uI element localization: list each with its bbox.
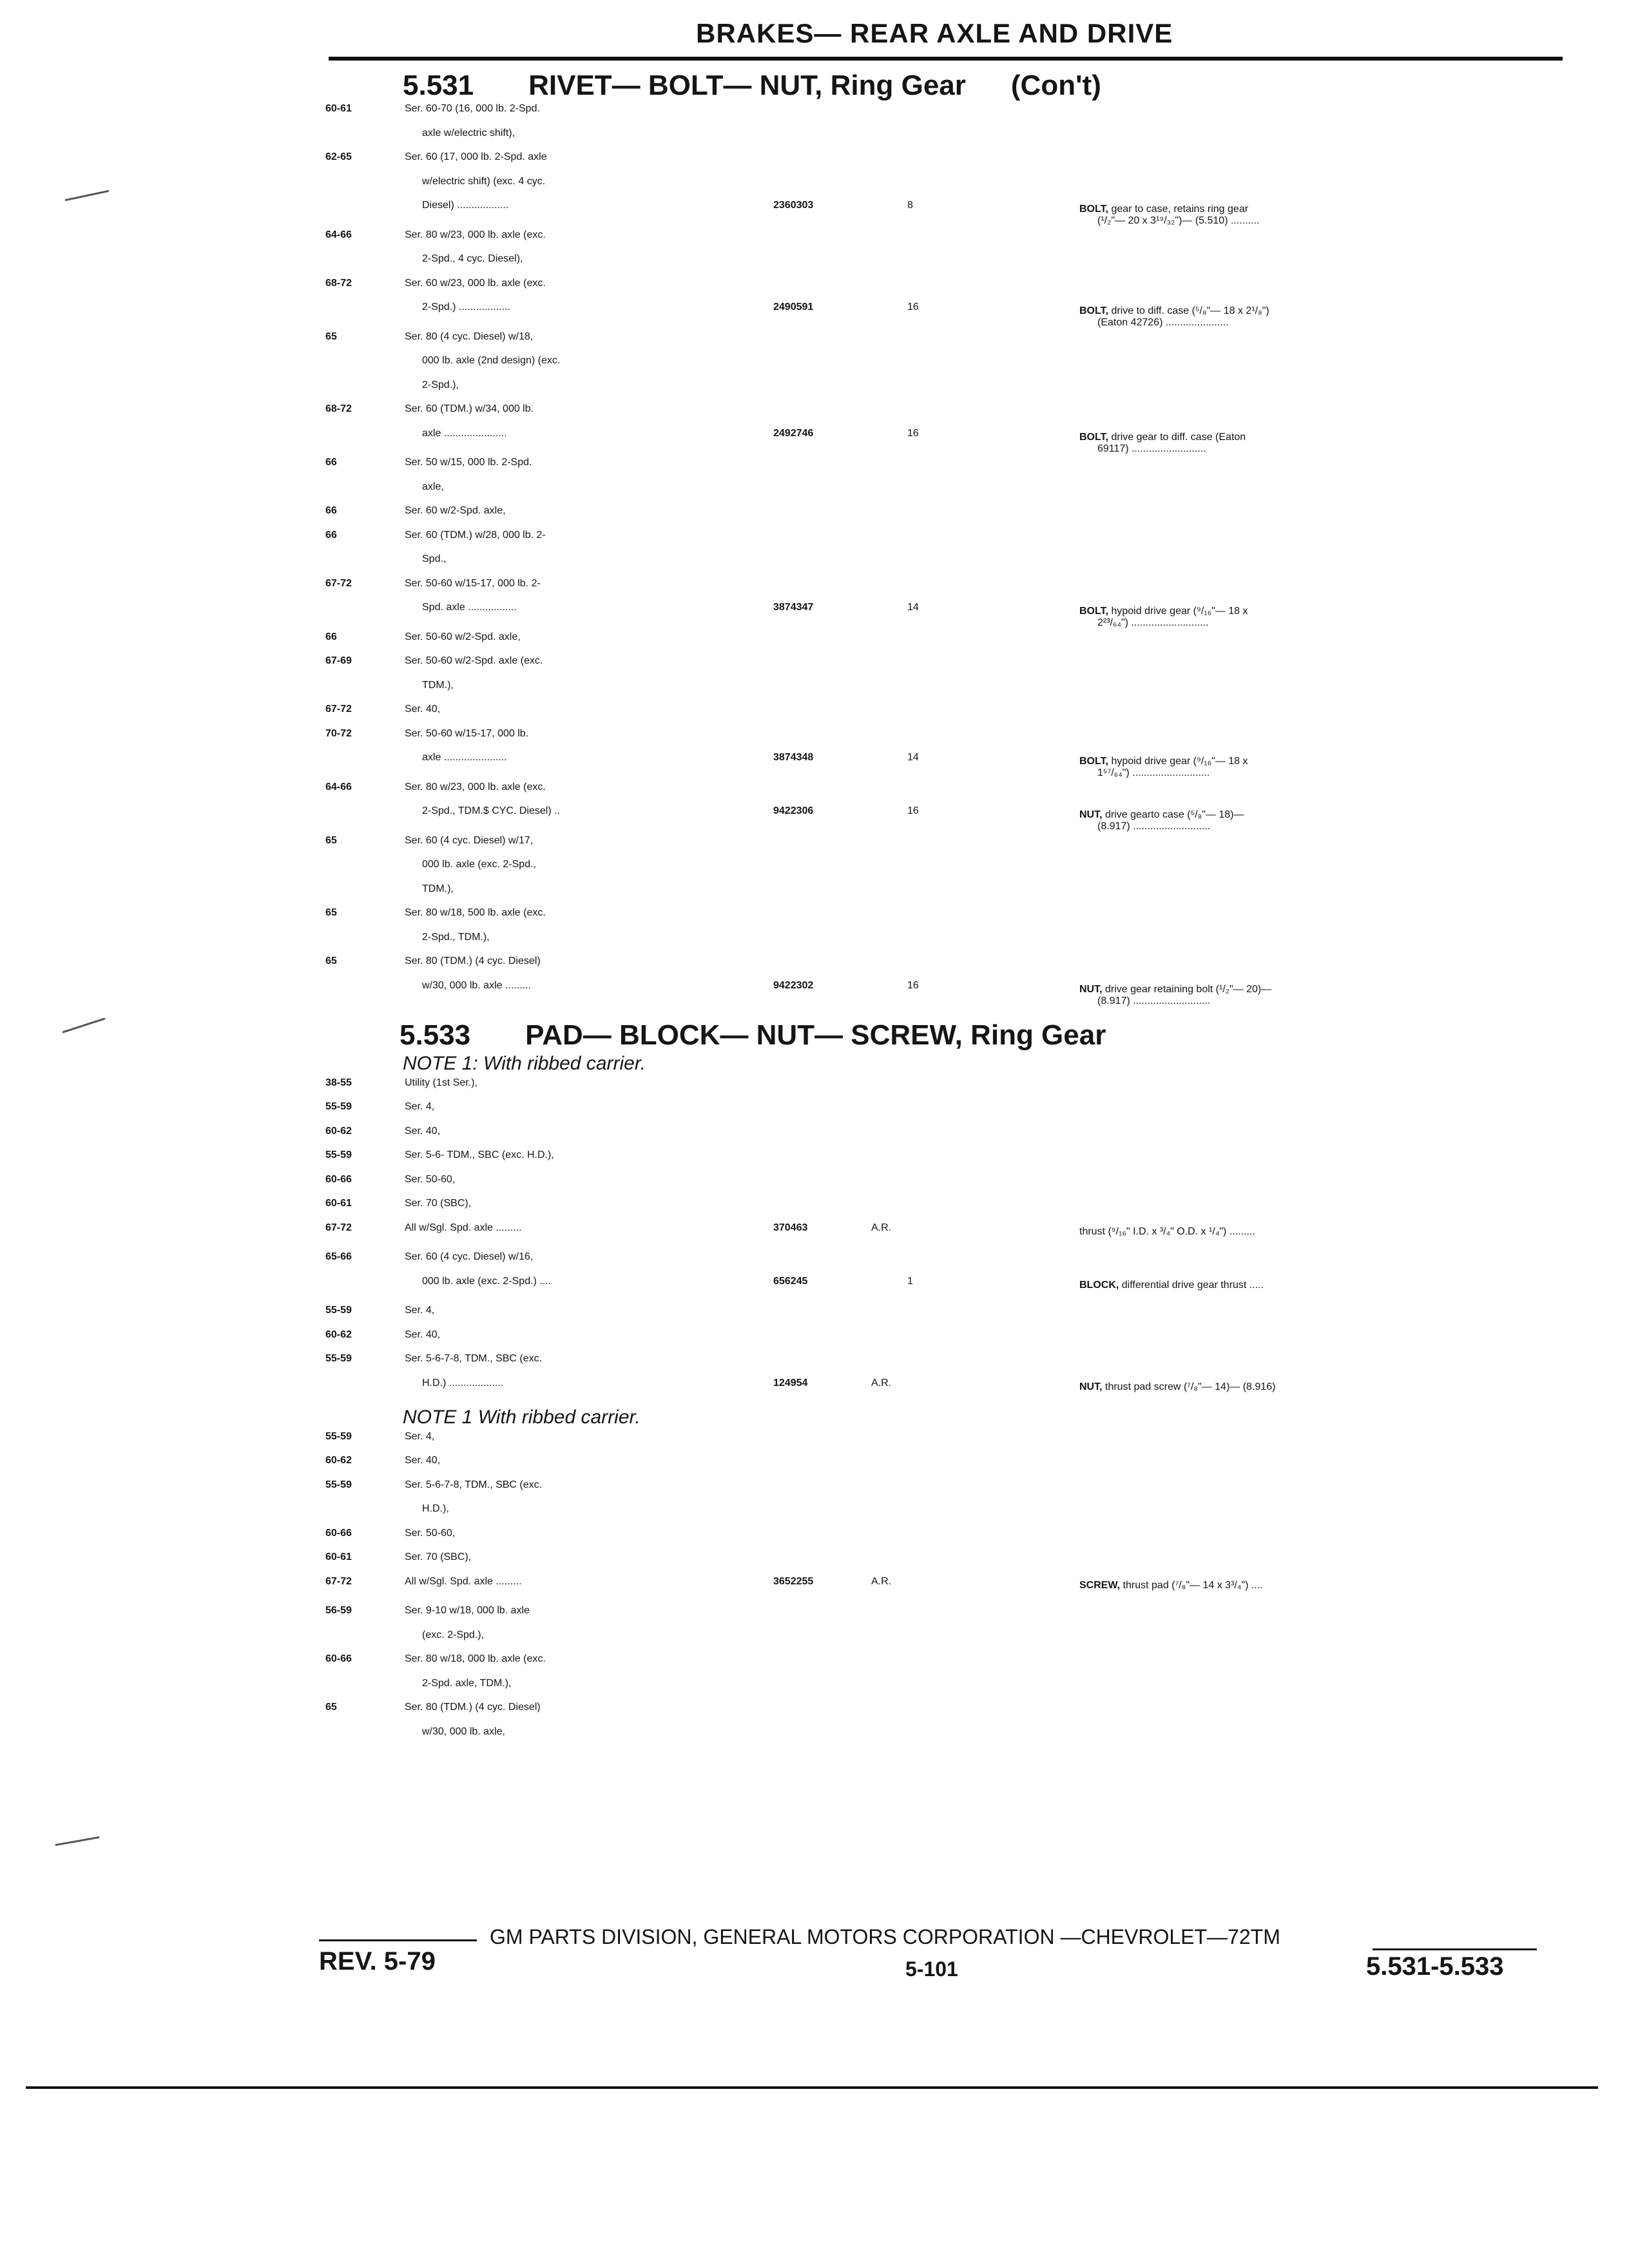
- application-text: Ser. 50-60,: [405, 1173, 456, 1185]
- application-text: Ser. 80 w/23, 000 lb. axle (exc.: [405, 229, 546, 240]
- model-years: 67-72: [325, 577, 352, 589]
- footer-page-number: 5-101: [905, 1957, 958, 1981]
- model-years: 70-72: [325, 727, 352, 739]
- application-text: Ser. 70 (SBC),: [405, 1198, 472, 1209]
- model-years: 66: [325, 529, 337, 541]
- quantity: 14: [907, 752, 919, 763]
- application-text: Ser. 80 w/18, 000 lb. axle (exc.: [405, 1653, 546, 1664]
- part-name: BOLT,: [1079, 305, 1109, 316]
- model-years: 67-72: [325, 1575, 352, 1587]
- model-years: 60-66: [325, 1527, 352, 1539]
- quantity: 1: [907, 1275, 913, 1287]
- model-years: 60-66: [325, 1653, 352, 1664]
- application-text: Ser. 60 w/2-Spd. axle,: [405, 505, 506, 516]
- part-detail: drive gear retaining bolt (¹/₂"— 20)—: [1102, 983, 1272, 995]
- part-detail: differential drive gear thrust .....: [1119, 1279, 1264, 1291]
- application-text: Ser. 40,: [405, 704, 441, 715]
- part-number: 2490591: [773, 302, 814, 312]
- model-years: 55-59: [325, 1305, 352, 1316]
- quantity: 16: [907, 427, 919, 439]
- catalog-note: NOTE 1 With ribbed carrier.: [403, 1407, 641, 1428]
- application-text: Ser. 50-60 w/15-17, 000 lb.: [405, 727, 529, 739]
- part-description: [1079, 305, 1543, 329]
- application-text: Ser. 50 w/15, 000 lb. 2-Spd.: [405, 457, 532, 468]
- part-description: [1079, 756, 1543, 779]
- part-detail: drive gearto case (⁵/₈"— 18)—: [1102, 809, 1244, 820]
- application-text: w/30, 000 lb. axle .........: [422, 979, 531, 991]
- application-text: Ser. 60 (17, 000 lb. 2-Spd. axle: [405, 151, 547, 162]
- part-number: 2492746: [773, 427, 814, 439]
- part-detail: drive gear to diff. case (Eaton: [1108, 431, 1246, 443]
- part-name: NUT,: [1079, 1381, 1103, 1392]
- application-text: 000 lb. axle (2nd design) (exc.: [422, 355, 561, 366]
- application-text: Ser. 5-6-7-8, TDM., SBC (exc.: [405, 1353, 543, 1364]
- section-title: [403, 70, 1101, 102]
- model-years: 65-66: [325, 1251, 352, 1262]
- application-text: w/electric shift) (exc. 4 cyc.: [422, 175, 546, 187]
- model-years: 65: [325, 834, 337, 846]
- application-text: 2-Spd. axle, TDM.),: [422, 1677, 512, 1689]
- application-text: Ser. 50-60,: [405, 1527, 456, 1539]
- part-detail: drive to diff. case (⁵/₈"— 18 x 2¹/₈"): [1108, 305, 1269, 316]
- application-text: Ser. 50-60 w/15-17, 000 lb. 2-: [405, 577, 541, 589]
- footer-section-range: 5.531-5.533: [1366, 1952, 1504, 1981]
- footer-rule-left: [319, 1939, 477, 1941]
- margin-mark: [64, 190, 109, 201]
- quantity: 14: [907, 602, 919, 613]
- application-text: Ser. 5-6- TDM., SBC (exc. H.D.),: [405, 1149, 554, 1160]
- application-text: Spd. axle .................: [422, 602, 517, 613]
- application-text: Ser. 50-60 w/2-Spd. axle (exc.: [405, 655, 543, 666]
- model-years: 62-65: [325, 151, 352, 162]
- application-text: Ser. 4,: [405, 1430, 435, 1442]
- part-name: NUT,: [1079, 809, 1103, 820]
- part-number: 3874348: [773, 752, 814, 763]
- part-description: [1079, 984, 1543, 1007]
- model-years: 67-72: [325, 1222, 352, 1233]
- model-years: 60-61: [325, 1552, 352, 1562]
- application-text: Ser. 4,: [405, 1305, 435, 1316]
- application-text: Ser. 80 w/23, 000 lb. axle (exc.: [405, 781, 546, 793]
- part-description: [1079, 432, 1543, 455]
- application-text: TDM.),: [422, 679, 454, 691]
- part-detail-continued: (Eaton 42726) ......................: [1097, 317, 1229, 328]
- application-text: 2-Spd.) ..................: [422, 302, 510, 312]
- model-years: 65: [325, 956, 337, 966]
- application-text: Ser. 4,: [405, 1101, 435, 1112]
- application-text: 2-Spd., TDM.$ CYC. Diesel) ..: [422, 805, 560, 816]
- model-years: 66: [325, 631, 337, 642]
- application-text: Ser. 70 (SBC),: [405, 1552, 472, 1562]
- model-years: 60-62: [325, 1329, 352, 1340]
- application-text: Diesel) ..................: [422, 200, 509, 211]
- quantity: A.R.: [871, 1377, 892, 1389]
- part-description: [1079, 204, 1543, 227]
- model-years: 55-59: [325, 1430, 352, 1442]
- header-rule: [329, 57, 1563, 61]
- part-detail: thrust (⁹/₁₆" I.D. x ³/₄" O.D. x ¹/₄") .........: [1079, 1225, 1255, 1237]
- part-number: 370463: [773, 1222, 808, 1233]
- model-years: 60-62: [325, 1455, 352, 1466]
- part-number: 2360303: [773, 200, 814, 211]
- part-detail-continued: (8.917) ...........................: [1097, 995, 1211, 1006]
- part-number: 656245: [773, 1275, 808, 1287]
- model-years: 65: [325, 907, 337, 918]
- application-text: (exc. 2-Spd.),: [422, 1629, 485, 1640]
- section-number: 5.533: [400, 1019, 471, 1051]
- part-description: [1079, 606, 1543, 629]
- part-detail-continued: (¹/₂"— 20 x 3¹⁹/₃₂")— (5.510) ..........: [1097, 215, 1260, 226]
- model-years: 60-61: [325, 103, 352, 114]
- application-text: 2-Spd.),: [422, 379, 459, 390]
- part-description: [1079, 1226, 1543, 1238]
- part-name: BOLT,: [1079, 756, 1109, 767]
- application-text: axle w/electric shift),: [422, 127, 516, 139]
- model-years: 66: [325, 457, 337, 468]
- part-detail-continued: 69117) ..........................: [1097, 443, 1206, 454]
- footer-revision: REV. 5-79: [319, 1947, 436, 1975]
- model-years: 60-61: [325, 1198, 352, 1209]
- footer-publisher: GM PARTS DIVISION, GENERAL MOTORS CORPORATION —CHEVROLET—72TM: [490, 1925, 1280, 1948]
- quantity: 8: [907, 200, 913, 211]
- application-text: Ser. 60 (4 cyc. Diesel) w/16,: [405, 1251, 534, 1262]
- application-text: Ser. 9-10 w/18, 000 lb. axle: [405, 1605, 530, 1616]
- application-text: Ser. 80 (TDM.) (4 cyc. Diesel): [405, 1702, 541, 1713]
- section-continued: (Con't): [1010, 70, 1101, 101]
- section-name: RIVET— BOLT— NUT, Ring Gear: [528, 70, 966, 101]
- part-detail: thrust pad (⁷/₈"— 14 x 3³/₄") ....: [1120, 1579, 1263, 1591]
- section-title: [400, 1019, 1106, 1052]
- part-name: BOLT,: [1079, 204, 1109, 215]
- application-text: axle ......................: [422, 752, 507, 763]
- model-years: 67-69: [325, 655, 352, 666]
- quantity: A.R.: [871, 1575, 892, 1587]
- model-years: 56-59: [325, 1605, 352, 1616]
- page-header-title: BRAKES— REAR AXLE AND DRIVE: [696, 18, 1173, 48]
- model-years: 60-62: [325, 1125, 352, 1137]
- part-description: [1079, 1280, 1543, 1291]
- application-text: Ser. 80 w/18, 500 lb. axle (exc.: [405, 907, 546, 918]
- application-text: Ser. 80 (TDM.) (4 cyc. Diesel): [405, 956, 541, 966]
- application-text: All w/Sgl. Spd. axle .........: [405, 1575, 522, 1587]
- application-text: Utility (1st Ser.),: [405, 1077, 477, 1088]
- quantity: 16: [907, 805, 919, 816]
- model-years: 66: [325, 505, 337, 516]
- application-text: Ser. 40,: [405, 1125, 441, 1137]
- application-text: Ser. 40,: [405, 1329, 441, 1340]
- application-text: w/30, 000 lb. axle,: [422, 1725, 505, 1737]
- part-name: SCREW,: [1079, 1579, 1121, 1591]
- model-years: 55-59: [325, 1479, 352, 1490]
- application-text: 000 lb. axle (exc. 2-Spd.) ....: [422, 1275, 552, 1287]
- application-text: 2-Spd., 4 cyc. Diesel),: [422, 253, 523, 264]
- application-text: axle,: [422, 481, 444, 492]
- model-years: 65: [325, 1702, 337, 1713]
- model-years: 64-66: [325, 229, 352, 240]
- margin-mark: [62, 1017, 106, 1033]
- application-text: Spd.,: [422, 553, 447, 564]
- model-years: 55-59: [325, 1353, 352, 1364]
- part-number: 124954: [773, 1377, 808, 1389]
- part-detail: gear to case, retains ring gear: [1108, 204, 1249, 215]
- model-years: 67-72: [325, 704, 352, 715]
- part-name: BOLT,: [1079, 606, 1109, 617]
- part-detail-continued: 2²³/₆₄") ...........................: [1097, 617, 1209, 628]
- part-number: 9422302: [773, 979, 814, 991]
- application-text: axle ......................: [422, 427, 507, 439]
- application-text: H.D.),: [422, 1503, 449, 1514]
- application-text: Ser. 60 w/23, 000 lb. axle (exc.: [405, 277, 546, 289]
- application-text: Ser. 60 (TDM.) w/28, 000 lb. 2-: [405, 529, 546, 541]
- application-text: All w/Sgl. Spd. axle .........: [405, 1222, 522, 1233]
- part-number: 3652255: [773, 1575, 814, 1587]
- section-name: PAD— BLOCK— NUT— SCREW, Ring Gear: [525, 1019, 1106, 1051]
- model-years: 60-66: [325, 1173, 352, 1185]
- application-text: Ser. 60 (4 cyc. Diesel) w/17,: [405, 834, 534, 846]
- application-text: Ser. 5-6-7-8, TDM., SBC (exc.: [405, 1479, 543, 1490]
- application-text: Ser. 50-60 w/2-Spd. axle,: [405, 631, 521, 642]
- part-name: BLOCK,: [1079, 1279, 1119, 1291]
- bottom-edge-rule: [26, 2086, 1598, 2089]
- part-description: [1079, 1580, 1543, 1591]
- part-name: NUT,: [1079, 983, 1103, 995]
- model-years: 55-59: [325, 1101, 352, 1112]
- catalog-note: NOTE 1: With ribbed carrier.: [403, 1053, 646, 1074]
- model-years: 64-66: [325, 781, 352, 793]
- part-number: 9422306: [773, 805, 814, 816]
- quantity: A.R.: [871, 1222, 892, 1233]
- part-description: [1079, 809, 1543, 832]
- quantity: 16: [907, 979, 919, 991]
- part-detail-continued: 1⁵⁷/₆₄") ...........................: [1097, 767, 1210, 778]
- application-text: 000 lb. axle (exc. 2-Spd.,: [422, 859, 536, 870]
- model-years: 68-72: [325, 403, 352, 414]
- section-number: 5.531: [403, 70, 474, 101]
- part-description: [1079, 1381, 1543, 1393]
- application-text: Ser. 40,: [405, 1455, 441, 1466]
- model-years: 65: [325, 331, 337, 342]
- application-text: Ser. 80 (4 cyc. Diesel) w/18,: [405, 331, 534, 342]
- model-years: 68-72: [325, 277, 352, 289]
- application-text: Ser. 60-70 (16, 000 lb. 2-Spd.: [405, 103, 540, 114]
- part-detail: hypoid drive gear (⁹/₁₆"— 18 x: [1108, 606, 1248, 617]
- application-text: TDM.),: [422, 883, 454, 894]
- model-years: 38-55: [325, 1077, 352, 1088]
- application-text: 2-Spd., TDM.),: [422, 931, 490, 943]
- part-detail: hypoid drive gear (⁹/₁₆"— 18 x: [1108, 756, 1248, 767]
- part-number: 3874347: [773, 602, 814, 613]
- model-years: 55-59: [325, 1149, 352, 1160]
- application-text: Ser. 60 (TDM.) w/34, 000 lb.: [405, 403, 534, 414]
- margin-mark: [55, 1836, 99, 1846]
- part-name: BOLT,: [1079, 431, 1109, 443]
- part-detail-continued: (8.917) ...........................: [1097, 821, 1211, 832]
- application-text: H.D.) ...................: [422, 1377, 504, 1389]
- quantity: 16: [907, 302, 919, 312]
- footer-rule-right: [1373, 1948, 1537, 1950]
- part-detail: thrust pad screw (⁷/₈"— 14)— (8.916): [1102, 1381, 1276, 1392]
